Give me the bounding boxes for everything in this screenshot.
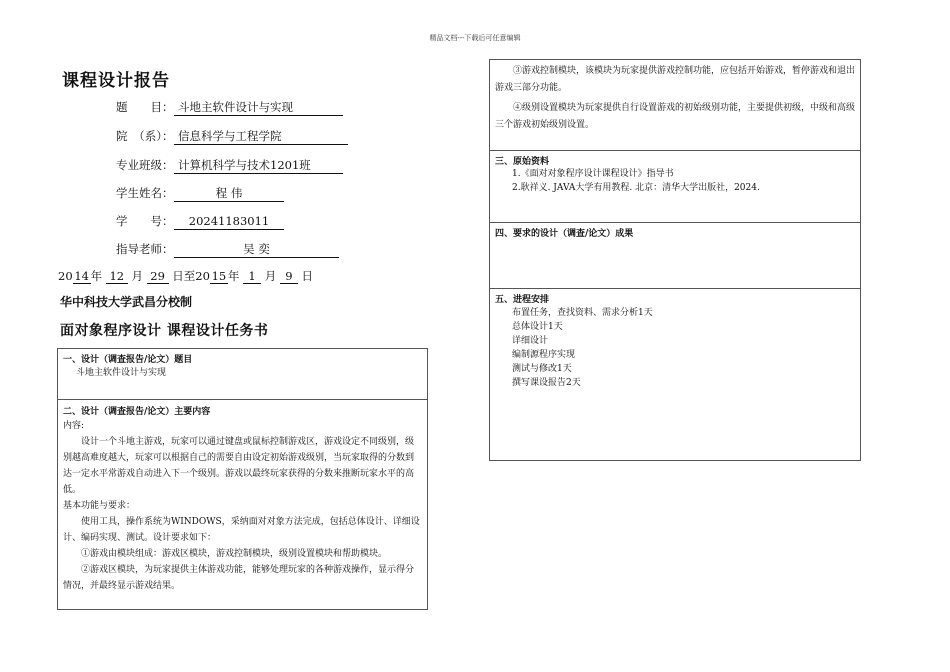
content-label: 内容: bbox=[63, 421, 85, 431]
info-value-topic: 斗地主软件设计与实现 bbox=[174, 100, 343, 116]
schedule-item: 编制源程序实现 bbox=[512, 350, 576, 360]
requirement-item: ④级别设置模块为玩家提供自行设置游戏的初始级别功能，主要提供初级，中级和高级三个游戏初始级别设置。 bbox=[495, 103, 856, 130]
info-row-advisor bbox=[116, 241, 339, 258]
date-text: 月 bbox=[264, 269, 277, 283]
date-text: 20 bbox=[58, 269, 73, 283]
info-row-id bbox=[116, 213, 284, 230]
date-text: 月 bbox=[131, 269, 143, 283]
date-text: 年 bbox=[90, 269, 103, 283]
info-row-student bbox=[116, 185, 284, 202]
section-schedule bbox=[490, 289, 860, 390]
date-year-start: 14 bbox=[74, 269, 89, 283]
info-label: 专业班级： bbox=[116, 158, 174, 172]
section-materials bbox=[490, 151, 860, 195]
requirement-item: ②游戏区模块，为玩家提供主体游戏功能，能够处理玩家的各种游戏操作，显示得分情况，并最终显示游戏结果。 bbox=[63, 565, 415, 591]
report-title: 课程设计报告 bbox=[62, 71, 170, 91]
date-text: 年 bbox=[227, 269, 240, 283]
info-value-class: 计算机科学与技术1201班 bbox=[174, 158, 343, 174]
schedule-item: 详细设计 bbox=[512, 336, 549, 346]
schedule-item: 总体设计1天 bbox=[512, 322, 563, 332]
date-range bbox=[58, 268, 313, 284]
header-note: 精品文档---下载后可任意编辑 bbox=[429, 34, 521, 42]
date-day-start: 29 bbox=[147, 269, 169, 284]
date-month-start: 12 bbox=[106, 269, 128, 284]
schedule-item: 布置任务，查找资料、需求分析1天 bbox=[512, 308, 653, 318]
info-row-department bbox=[116, 128, 348, 145]
material-item: 1.《面对对象程序设计课程设计》指导书 bbox=[512, 169, 674, 179]
info-value-department: 信息科学与工程学院 bbox=[174, 129, 348, 145]
section-heading-content: 二、设计（调查报告/论文）主要内容 bbox=[63, 407, 211, 417]
requirements-paragraph: 使用工具，操作系统为WINDOWS，采纳面对对象方法完成，包括总体设计、详细设计、编码实现、测试。设计要求如下： bbox=[63, 517, 420, 543]
task-table-left bbox=[57, 348, 428, 610]
section-divider bbox=[58, 399, 427, 400]
requirement-item: ①游戏由模块组成：游戏区模块，游戏控制模块，级别设置模块和帮助模块。 bbox=[81, 549, 388, 559]
info-row-class bbox=[116, 157, 343, 174]
section-results bbox=[490, 223, 860, 239]
info-value-id: 20241183011 bbox=[174, 214, 284, 230]
section-body-topic: 斗地主软件设计与实现 bbox=[76, 368, 167, 378]
info-label: 院 （系）： bbox=[116, 129, 174, 143]
section-heading-materials: 三、原始资料 bbox=[495, 157, 550, 167]
section-heading-topic: 一、设计（调查报告/论文）题目 bbox=[63, 355, 193, 365]
section-heading-results: 四、要求的设计（调查/论文）成果 bbox=[495, 229, 634, 239]
info-value-advisor: 吴 奕 bbox=[174, 242, 339, 258]
task-title: 面对象程序设计 课程设计任务书 bbox=[60, 323, 269, 339]
requirements-label: 基本功能与要求： bbox=[63, 501, 136, 511]
date-text: 日至20 bbox=[172, 269, 210, 283]
task-table-right bbox=[489, 59, 861, 461]
info-row-topic bbox=[116, 99, 343, 116]
section-heading-schedule: 五、进程安排 bbox=[495, 295, 550, 305]
info-label: 指导老师： bbox=[116, 242, 174, 256]
info-label: 学生姓名： bbox=[116, 186, 174, 200]
date-month-end: 1 bbox=[243, 269, 261, 284]
date-year-end: 15 bbox=[211, 269, 227, 283]
info-value-student: 程 伟 bbox=[174, 186, 284, 202]
schedule-item: 撰写课设报告2天 bbox=[512, 378, 581, 388]
content-paragraph: 设计一个斗地主游戏，玩家可以通过键盘或鼠标控制游戏区，游戏设定不同级别，级别越高难度越大，玩家可以根据自己的需要自由设定初始游戏级别，当玩家取得的分数到达一定水平常游戏自动进入下一个级别。游戏以最终玩家获得的分数来推断玩家水平的高低。 bbox=[63, 437, 415, 495]
info-label: 题 目： bbox=[116, 100, 174, 114]
requirement-item: ③游戏控制模块，该模块为玩家提供游戏控制功能，应包括开始游戏，暂停游戏和退出游戏三部分功能。 bbox=[495, 66, 856, 93]
date-day-end: 9 bbox=[280, 269, 298, 284]
info-label: 学 号： bbox=[116, 214, 174, 228]
material-item: 2.耿祥义. JAVA大学有用教程. 北京：清华大学出版社，2024. bbox=[512, 183, 760, 193]
date-text: 日 bbox=[301, 269, 314, 283]
schedule-item: 测试与修改1天 bbox=[512, 364, 572, 374]
section-main-content bbox=[58, 401, 427, 594]
school-name: 华中科技大学武昌分校制 bbox=[60, 295, 193, 309]
